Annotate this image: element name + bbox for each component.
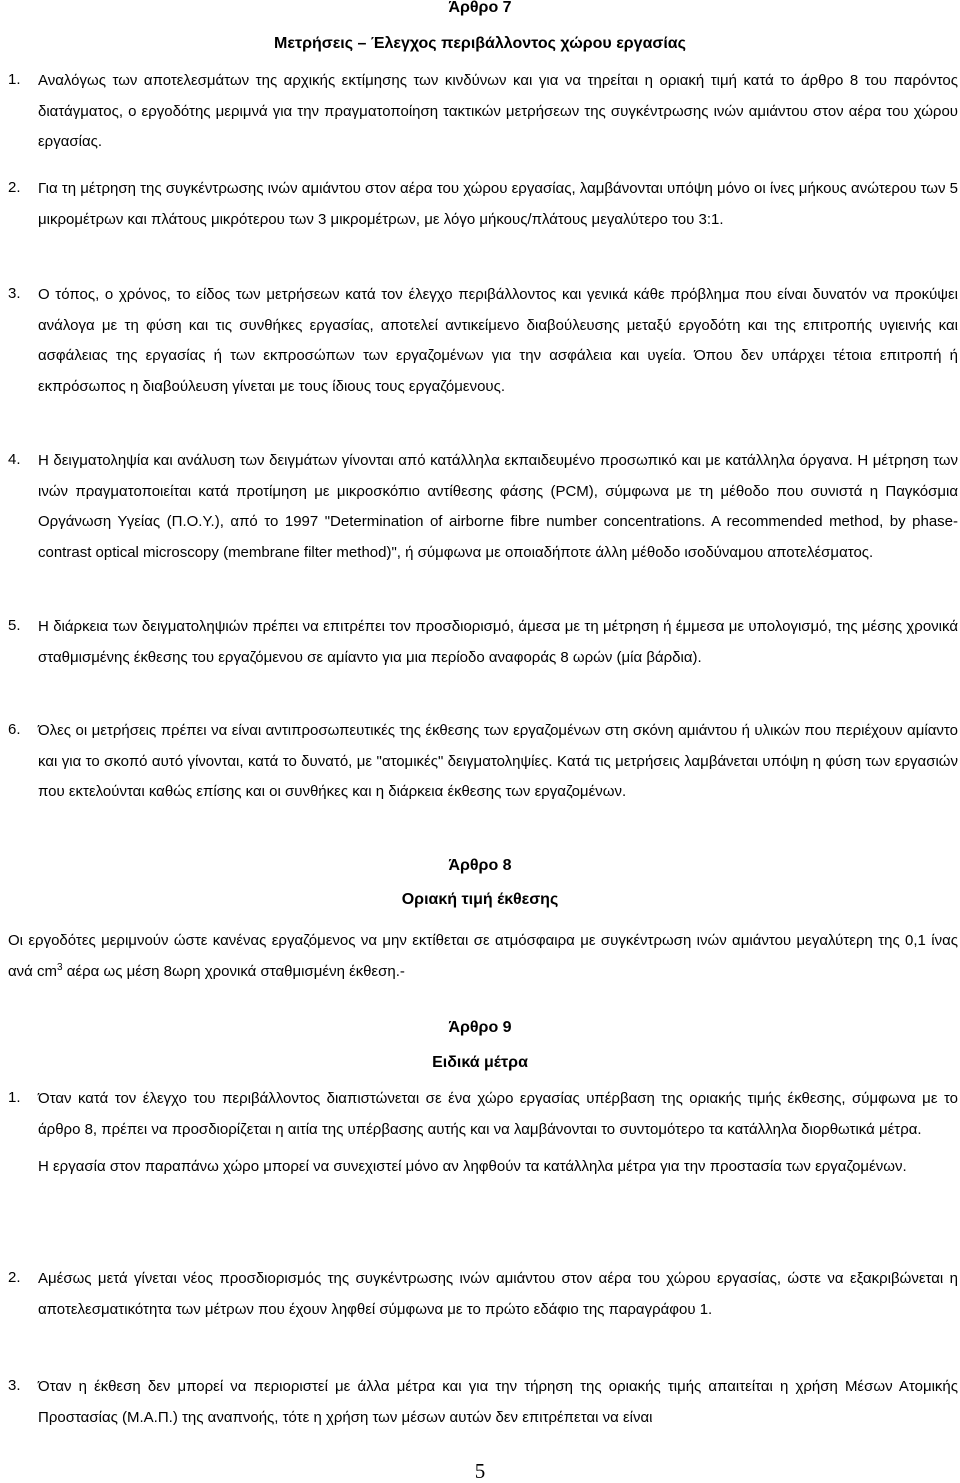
item-number: 1. — [8, 1089, 21, 1106]
article-8-heading: Άρθρο 8 — [448, 857, 512, 874]
article-7-item-5 — [8, 612, 958, 673]
item-number: 1. — [8, 71, 21, 88]
item-text: Όλες οι μετρήσεις πρέπει να είναι αντιπροσωπευτικές της έκθεσης των εργαζομένων στη σκόνη αμιάντου ή υλικών που περιέχουν αμίαντο και για το σκοπό αυτό γίνονται, κατά το δυνατό, με "ατομικές" δειγματοληψίες. Κατά τις μετρήσεις λαμβάνεται υπόψη η φύση των εργασιών που εκτελούνται καθώς επίσης και οι συνθήκες και η διάρκεια έκθεσης των εργαζομένων. — [38, 722, 958, 800]
article-9-item-1 — [8, 1084, 958, 1183]
item-text: Όταν κατά τον έλεγχο του περιβάλλοντος διαπιστώνεται σε ένα χώρο εργασίας υπέρβαση της οριακής τιμής έκθεσης, σύμφωνα με το άρθρο 8, πρέπει να προσδιορίζεται η αιτία της υπέρβασης αυτής και να λαμβάνονται το συντομότερο τα κατάλληλα διορθωτικά μέτρα. — [38, 1090, 958, 1138]
article-7-item-4 — [8, 446, 958, 568]
article-7-item-2 — [8, 174, 958, 235]
item-text: Η δειγματοληψία και ανάλυση των δειγμάτων γίνονται από κατάλληλα εκπαιδευμένο προσωπικό και με κατάλληλα όργανα. Η μέτρηση των ινών πραγματοποιείται κατά προτίμηση με μικροσκόπιο αντίθεσης φάσης (PCM), σύμφωνα με τη μέθοδο που συνιστά η Παγκόσμια Οργάνωση Υγείας (Π.Ο.Υ.), από το 1997 "Determination of airborne fibre number concentrations. A recommended method, by phase-contrast optical microscopy (membrane filter method)", ή σύμφωνα με οποιαδήποτε άλλη μέθοδο ισοδύναμου αποτελέσματος. — [38, 452, 958, 561]
item-text-continued: Η εργασία στον παραπάνω χώρο μπορεί να συνεχιστεί μόνο αν ληφθούν τα κατάλληλα μέτρα για την προστασία των εργαζομένων. — [38, 1158, 907, 1175]
article-8-text — [8, 926, 958, 987]
article-7-heading: Άρθρο 7 — [448, 0, 512, 16]
page-number: 5 — [474, 1459, 486, 1483]
article-9-item-2 — [8, 1264, 958, 1325]
article-7-item-1 — [8, 66, 958, 158]
item-number: 3. — [8, 1377, 21, 1394]
item-text: Όταν η έκθεση δεν μπορεί να περιοριστεί με άλλα μέτρα και για την τήρηση της οριακής τιμής απαιτείται η χρήση Μέσων Ατομικής Προστασίας (Μ.Α.Π.) της αναπνοής, τότε η χρήση των μέσων αυτών δεν επιτρέπεται να είναι — [38, 1378, 958, 1426]
article-9-item-3 — [8, 1372, 958, 1433]
item-number: 4. — [8, 451, 21, 468]
article-8-subheading: Οριακή τιμή έκθεσης — [401, 891, 559, 908]
item-number: 2. — [8, 179, 21, 196]
article-8-text-end: αέρα ως μέση 8ωρη χρονικά σταθμισμένη έκθεση.- — [62, 962, 405, 980]
item-text: Ο τόπος, ο χρόνος, το είδος των μετρήσεων κατά τον έλεγχο περιβάλλοντος και γενικά κάθε πρόβλημα που είναι δυνατόν να προκύψει ανάλογα με τη φύση και τις συνθήκες εργασίας, αποτελεί αντικείμενο διαβούλευσης μεταξύ εργοδότη και της επιτροπής υγιεινής και ασφάλειας της εργασίας ή των εκπροσώπων των εργαζομένων για την ασφάλεια και υγεία. Όπου δεν υπάρχει τέτοια επιτροπή ή εκπρόσωπος η διαβούλευση γίνεται με τους ίδιους τους εργαζόμενους. — [38, 286, 958, 395]
item-text: Αμέσως μετά γίνεται νέος προσδιορισμός της συγκέντρωσης ινών αμιάντου στον αέρα του χώρου εργασίας, ώστε να εξακριβώνεται η αποτελεσματικότητα των μέτρων που έχουν ληφθεί σύμφωνα με το πρώτο εδάφιο της παραγράφου 1. — [38, 1270, 958, 1318]
item-text: Αναλόγως των αποτελεσμάτων της αρχικής εκτίμησης των κινδύνων και για να τηρείται η οριακή τιμή κατά το άρθρο 8 του παρόντος διατάγματος, ο εργοδότης μεριμνά για την πραγματοποίηση τακτικών μετρήσεων της συγκέντρωσης ινών αμιάντου στον αέρα του χώρου εργασίας. — [38, 72, 958, 150]
article-9-heading: Άρθρο 9 — [448, 1019, 512, 1036]
article-7-item-6 — [8, 716, 958, 808]
cm-superscript: 3 — [57, 961, 63, 973]
article-8-text-main: Οι εργοδότες μεριμνούν ώστε κανένας εργαζόμενος να μην εκτίθεται σε ατμόσφαιρα με συγκέντρωση ινών αμιάντου μεγαλύτερη της 0,1 ίνας ανά cm — [8, 932, 958, 980]
article-7-subheading: Μετρήσεις – Έλεγχος περιβάλλοντος χώρου εργασίας — [274, 35, 686, 52]
article-9-subheading: Ειδικά μέτρα — [432, 1054, 528, 1071]
item-number: 5. — [8, 617, 21, 634]
article-7-item-3 — [8, 280, 958, 402]
item-number: 3. — [8, 285, 21, 302]
item-text: Η διάρκεια των δειγματοληψιών πρέπει να επιτρέπει τον προσδιορισμό, άμεσα με τη μέτρηση ή έμμεσα με υπολογισμό, της μέσης χρονικά σταθμισμένης έκθεσης του εργαζόμενου σε αμίαντο για μια περίοδο αναφοράς 8 ωρών (μία βάρδια). — [38, 618, 958, 666]
item-number: 6. — [8, 721, 21, 738]
item-number: 2. — [8, 1269, 21, 1286]
item-text: Για τη μέτρηση της συγκέντρωσης ινών αμιάντου στον αέρα του χώρου εργασίας, λαμβάνονται υπόψη μόνο οι ίνες μήκους ανώτερου των 5 μικρομέτρων και πλάτους μικρότερου των 3 μικρομέτρων, με λόγο μήκους/πλάτους μεγαλύτερο του 3:1. — [38, 180, 959, 228]
